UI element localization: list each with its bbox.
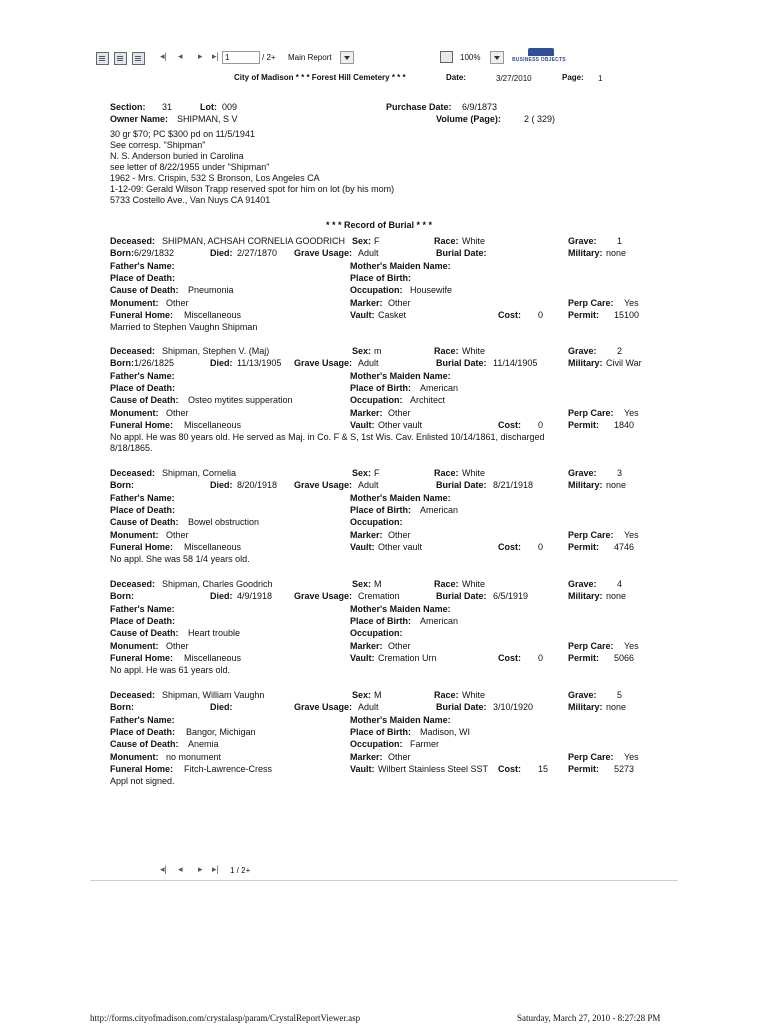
marker-value: Other — [388, 751, 411, 762]
lot-note: see letter of 8/22/1955 under "Shipman" — [110, 162, 270, 172]
last-page-icon[interactable]: ▸| — [212, 51, 219, 61]
cause-label: Cause of Death: — [110, 628, 179, 639]
race-value: White — [462, 346, 486, 356]
date-value: 3/27/2010 — [496, 74, 532, 83]
volume-page-value: 2 ( 329) — [524, 114, 556, 124]
burial-date-label: Burial Date: — [436, 702, 487, 713]
permit-value: 5066 — [614, 652, 635, 663]
purchase-date-label: Purchase Date: — [386, 102, 452, 112]
marker-value: Other — [388, 297, 411, 308]
burial-note: 8/18/1865. — [110, 443, 153, 454]
cause-value: Heart trouble — [188, 628, 241, 639]
born-value: 1/26/1825 — [134, 358, 175, 369]
funeral-home-label: Funeral Home: — [110, 309, 174, 320]
cost-label: Cost: — [498, 419, 521, 430]
race-label: Race: — [434, 346, 459, 356]
race-value: White — [462, 690, 486, 700]
burial-record — [0, 579, 770, 690]
section-label: Section: — [110, 102, 146, 112]
grave-value: 5 — [617, 690, 623, 700]
place-of-birth-label: Place of Birth: — [350, 272, 412, 283]
deceased-label: Deceased: — [110, 346, 156, 356]
cause-label: Cause of Death: — [110, 517, 179, 528]
cause-value: Anemia — [188, 739, 219, 750]
grave-value: 1 — [617, 236, 623, 246]
grave-value: 4 — [617, 579, 623, 589]
sex-value: M — [374, 579, 382, 589]
sex-label: Sex: — [352, 468, 372, 478]
burial-note: No appl. He was 61 years old. — [110, 665, 231, 676]
cost-value: 0 — [538, 652, 544, 663]
cause-value: Osteo mytites supperation — [188, 395, 293, 406]
died-label: Died: — [210, 591, 233, 602]
occupation-label: Occupation: — [350, 285, 403, 296]
permit-label: Permit: — [568, 541, 600, 552]
place-of-death-label: Place of Death: — [110, 504, 176, 515]
mother-label: Mother's Maiden Name: — [350, 603, 451, 614]
vault-value: Cremation Urn — [378, 652, 437, 663]
vault-value: Other vault — [378, 419, 423, 430]
sex-label: Sex: — [352, 236, 372, 246]
grave-label: Grave: — [568, 579, 597, 589]
lot-note: N. S. Anderson buried in Carolina — [110, 151, 244, 161]
cost-value: 15 — [538, 763, 549, 774]
cause-label: Cause of Death: — [110, 739, 179, 750]
permit-value: 1840 — [614, 419, 635, 430]
owner-name-value: SHIPMAN, S V — [177, 114, 238, 124]
deceased-label: Deceased: — [110, 468, 156, 478]
occupation-label: Occupation: — [350, 395, 403, 406]
place-of-birth-label: Place of Birth: — [350, 726, 412, 737]
military-value: none — [606, 702, 627, 713]
cost-value: 0 — [538, 541, 544, 552]
race-label: Race: — [434, 579, 459, 589]
monument-label: Monument: — [110, 640, 159, 651]
race-value: White — [462, 236, 486, 246]
burial-date-value: 3/10/1920 — [493, 702, 534, 713]
funeral-home-label: Funeral Home: — [110, 541, 174, 552]
died-value: 8/20/1918 — [237, 480, 278, 491]
mother-label: Mother's Maiden Name: — [350, 370, 451, 381]
funeral-home-value: Miscellaneous — [184, 309, 242, 320]
cost-value: 0 — [538, 419, 544, 430]
place-of-death-label: Place of Death: — [110, 615, 176, 626]
vault-value: Wilbert Stainless Steel SST — [378, 763, 489, 774]
deceased-value: Shipman, Stephen V. (Maj) — [162, 346, 270, 356]
burial-date-value: 6/5/1919 — [493, 591, 529, 602]
vault-value: Casket — [378, 309, 407, 320]
burial-note: No appl. She was 58 1/4 years old. — [110, 554, 250, 565]
record-of-burial-title: * * * Record of Burial * * * — [326, 220, 433, 230]
burial-date-label: Burial Date: — [436, 358, 487, 369]
died-value: 4/9/1918 — [237, 591, 273, 602]
military-value: Civil War — [606, 358, 642, 369]
military-value: none — [606, 591, 627, 602]
marker-label: Marker: — [350, 297, 383, 308]
permit-label: Permit: — [568, 309, 600, 320]
occupation-value: Housewife — [410, 285, 453, 296]
monument-value: Other — [166, 407, 189, 418]
marker-label: Marker: — [350, 529, 383, 540]
military-label: Military: — [568, 358, 603, 369]
cause-label: Cause of Death: — [110, 285, 179, 296]
group-tree-select[interactable]: Main Report — [288, 53, 332, 62]
deceased-label: Deceased: — [110, 579, 156, 589]
last-page-icon[interactable]: ▸| — [212, 864, 219, 874]
born-label: Born: — [110, 358, 134, 369]
deceased-label: Deceased: — [110, 690, 156, 700]
place-of-death-label: Place of Death: — [110, 272, 176, 283]
grave-usage-label: Grave Usage: — [294, 358, 353, 369]
perp-care-value: Yes — [624, 751, 639, 762]
military-label: Military: — [568, 480, 603, 491]
funeral-home-value: Miscellaneous — [184, 419, 242, 430]
burial-date-value: 11/14/1905 — [493, 358, 538, 369]
burial-date-value: 8/21/1918 — [493, 480, 534, 491]
permit-label: Permit: — [568, 763, 600, 774]
page-total: / 2+ — [262, 53, 276, 62]
bottom-page-indicator: 1 / 2+ — [230, 866, 251, 875]
vault-label: Vault: — [350, 763, 375, 774]
burial-date-label: Burial Date: — [436, 480, 487, 491]
monument-label: Monument: — [110, 407, 159, 418]
vault-label: Vault: — [350, 541, 375, 552]
died-label: Died: — [210, 480, 233, 491]
race-value: White — [462, 468, 486, 478]
page-number-input[interactable]: 1 — [222, 51, 260, 64]
perp-care-label: Perp Care: — [568, 751, 614, 762]
funeral-home-value: Miscellaneous — [184, 541, 242, 552]
monument-value: Other — [166, 640, 189, 651]
father-label: Father's Name: — [110, 603, 175, 614]
zoom-select[interactable]: 100% — [460, 53, 481, 62]
footer-url: http://forms.cityofmadison.com/crystalasp/param/CrystalReportViewer.asp — [90, 1013, 361, 1023]
place-of-death-value: Bangor, Michigan — [186, 726, 256, 737]
burial-record — [0, 236, 770, 346]
deceased-label: Deceased: — [110, 236, 156, 246]
place-of-death-label: Place of Death: — [110, 382, 176, 393]
prev-page-icon[interactable]: ◂ — [178, 51, 183, 61]
mother-label: Mother's Maiden Name: — [350, 260, 451, 271]
occupation-label: Occupation: — [350, 739, 403, 750]
group-dropdown-arrow-icon[interactable] — [340, 51, 354, 64]
burial-date-label: Burial Date: — [436, 248, 487, 259]
date-label: Date: — [446, 73, 467, 82]
occupation-value: Architect — [410, 395, 446, 406]
first-page-icon[interactable]: ◂| — [160, 51, 167, 61]
search-icon[interactable] — [440, 51, 453, 63]
next-page-icon[interactable]: ▸ — [198, 864, 203, 874]
cause-label: Cause of Death: — [110, 395, 179, 406]
zoom-dropdown-arrow-icon[interactable] — [490, 51, 504, 64]
died-label: Died: — [210, 248, 233, 259]
permit-label: Permit: — [568, 652, 600, 663]
vault-value: Other vault — [378, 541, 423, 552]
burial-note: Appl not signed. — [110, 776, 175, 787]
vault-label: Vault: — [350, 652, 375, 663]
place-of-birth-value: American — [420, 504, 459, 515]
monument-value: no monument — [166, 751, 222, 762]
funeral-home-label: Funeral Home: — [110, 763, 174, 774]
father-label: Father's Name: — [110, 260, 175, 271]
cause-value: Bowel obstruction — [188, 517, 260, 528]
monument-value: Other — [166, 297, 189, 308]
cost-label: Cost: — [498, 652, 521, 663]
place-of-birth-value: Madison, WI — [420, 726, 471, 737]
perp-care-label: Perp Care: — [568, 640, 614, 651]
grave-usage-label: Grave Usage: — [294, 591, 353, 602]
cost-label: Cost: — [498, 763, 521, 774]
sex-value: F — [374, 468, 380, 478]
grave-label: Grave: — [568, 468, 597, 478]
marker-label: Marker: — [350, 407, 383, 418]
business-objects-logo: BUSINESS OBJECTS — [512, 48, 556, 65]
deceased-value: SHIPMAN, ACHSAH CORNELIA GOODRICH — [162, 236, 346, 246]
burial-note: No appl. He was 80 years old. He served as Maj. in Co. F & S, 1st Wis. Cav. Enlisted 10/14/1861, discharged — [110, 432, 545, 443]
cost-label: Cost: — [498, 541, 521, 552]
marker-value: Other — [388, 407, 411, 418]
deceased-value: Shipman, Charles Goodrich — [162, 579, 273, 589]
prev-page-icon[interactable]: ◂ — [178, 864, 183, 874]
permit-value: 15100 — [614, 309, 640, 320]
tree-toggle-icon[interactable] — [132, 52, 145, 65]
born-label: Born: — [110, 480, 134, 491]
place-of-birth-value: American — [420, 615, 459, 626]
grave-usage-value: Adult — [358, 248, 379, 259]
perp-care-value: Yes — [624, 529, 639, 540]
purchase-date-value: 6/9/1873 — [462, 102, 498, 112]
grave-usage-label: Grave Usage: — [294, 702, 353, 713]
died-label: Died: — [210, 358, 233, 369]
marker-label: Marker: — [350, 751, 383, 762]
born-label: Born: — [110, 702, 134, 713]
sex-value: F — [374, 236, 380, 246]
father-label: Father's Name: — [110, 492, 175, 503]
grave-usage-value: Adult — [358, 358, 379, 369]
occupation-label: Occupation: — [350, 628, 403, 639]
grave-usage-value: Adult — [358, 702, 379, 713]
next-page-icon[interactable]: ▸ — [198, 51, 203, 61]
monument-label: Monument: — [110, 297, 159, 308]
military-label: Military: — [568, 702, 603, 713]
funeral-home-value: Miscellaneous — [184, 652, 242, 663]
footer-timestamp: Saturday, March 27, 2010 - 8:27:28 PM — [517, 1013, 661, 1023]
grave-label: Grave: — [568, 690, 597, 700]
vault-label: Vault: — [350, 309, 375, 320]
military-value: none — [606, 248, 627, 259]
born-value: 6/29/1832 — [134, 248, 175, 259]
volume-page-label: Volume (Page): — [436, 114, 501, 124]
burial-date-label: Burial Date: — [436, 591, 487, 602]
permit-value: 5273 — [614, 763, 635, 774]
permit-value: 4746 — [614, 541, 635, 552]
died-value: 2/27/1870 — [237, 248, 278, 259]
marker-value: Other — [388, 640, 411, 651]
occupation-label: Occupation: — [350, 517, 403, 528]
cost-value: 0 — [538, 309, 544, 320]
race-label: Race: — [434, 468, 459, 478]
vault-label: Vault: — [350, 419, 375, 430]
grave-usage-label: Grave Usage: — [294, 480, 353, 491]
sex-value: M — [374, 690, 382, 700]
lot-notes — [110, 129, 394, 206]
sex-label: Sex: — [352, 690, 372, 700]
military-label: Military: — [568, 248, 603, 259]
lot-note: 5733 Costello Ave., Van Nuys CA 91401 — [110, 195, 271, 205]
military-value: none — [606, 480, 627, 491]
perp-care-value: Yes — [624, 640, 639, 651]
perp-care-value: Yes — [624, 407, 639, 418]
report-title: City of Madison * * * Forest Hill Cemetery * * * — [234, 73, 406, 82]
place-of-birth-label: Place of Birth: — [350, 382, 412, 393]
sex-value: m — [374, 346, 382, 356]
burial-record — [0, 690, 770, 800]
section-value: 31 — [162, 102, 173, 112]
page-label: Page: — [562, 73, 584, 82]
place-of-birth-value: American — [420, 382, 459, 393]
occupation-value: Farmer — [410, 739, 439, 750]
born-label: Born: — [110, 248, 134, 259]
cause-value: Pneumonia — [188, 285, 234, 296]
place-of-death-label: Place of Death: — [110, 726, 176, 737]
died-label: Died: — [210, 702, 233, 713]
marker-label: Marker: — [350, 640, 383, 651]
divider — [90, 880, 678, 881]
grave-usage-value: Adult — [358, 480, 379, 491]
funeral-home-value: Fitch-Lawrence-Cress — [184, 763, 273, 774]
print-icon[interactable] — [114, 52, 127, 65]
lot-note: 1-12-09: Gerald Wilson Trapp reserved spot for him on lot (by his mom) — [110, 184, 395, 194]
grave-usage-label: Grave Usage: — [294, 248, 353, 259]
sex-label: Sex: — [352, 346, 372, 356]
grave-label: Grave: — [568, 236, 597, 246]
perp-care-value: Yes — [624, 297, 639, 308]
perp-care-label: Perp Care: — [568, 529, 614, 540]
military-label: Military: — [568, 591, 603, 602]
grave-value: 3 — [617, 468, 623, 478]
place-of-birth-label: Place of Birth: — [350, 615, 412, 626]
race-label: Race: — [434, 236, 459, 246]
lot-note: 1962 - Mrs. Crispin, 532 S Bronson, Los Angeles CA — [110, 173, 320, 183]
permit-label: Permit: — [568, 419, 600, 430]
lot-note: See corresp. "Shipman" — [110, 140, 206, 150]
father-label: Father's Name: — [110, 714, 175, 725]
burial-record — [0, 346, 770, 468]
monument-value: Other — [166, 529, 189, 540]
race-value: White — [462, 579, 486, 589]
perp-care-label: Perp Care: — [568, 297, 614, 308]
mother-label: Mother's Maiden Name: — [350, 492, 451, 503]
place-of-birth-label: Place of Birth: — [350, 504, 412, 515]
sex-label: Sex: — [352, 579, 372, 589]
cost-label: Cost: — [498, 309, 521, 320]
lot-label: Lot: — [200, 102, 217, 112]
first-page-icon[interactable]: ◂| — [160, 864, 167, 874]
export-icon[interactable] — [96, 52, 109, 65]
perp-care-label: Perp Care: — [568, 407, 614, 418]
deceased-value: Shipman, Cornelia — [162, 468, 237, 478]
marker-value: Other — [388, 529, 411, 540]
owner-name-label: Owner Name: — [110, 114, 169, 124]
page-value: 1 — [598, 74, 603, 83]
lot-value: 009 — [222, 102, 238, 112]
funeral-home-label: Funeral Home: — [110, 419, 174, 430]
funeral-home-label: Funeral Home: — [110, 652, 174, 663]
lot-note: 30 gr $70; PC $300 pd on 11/5/1941 — [110, 129, 255, 139]
deceased-value: Shipman, William Vaughn — [162, 690, 265, 700]
born-label: Born: — [110, 591, 134, 602]
burial-note: Married to Stephen Vaughn Shipman — [110, 322, 258, 333]
grave-label: Grave: — [568, 346, 597, 356]
father-label: Father's Name: — [110, 370, 175, 381]
race-label: Race: — [434, 690, 459, 700]
mother-label: Mother's Maiden Name: — [350, 714, 451, 725]
grave-value: 2 — [617, 346, 623, 356]
monument-label: Monument: — [110, 529, 159, 540]
died-value: 11/13/1905 — [237, 358, 282, 369]
grave-usage-value: Cremation — [358, 591, 400, 602]
monument-label: Monument: — [110, 751, 159, 762]
burial-record — [0, 468, 770, 579]
